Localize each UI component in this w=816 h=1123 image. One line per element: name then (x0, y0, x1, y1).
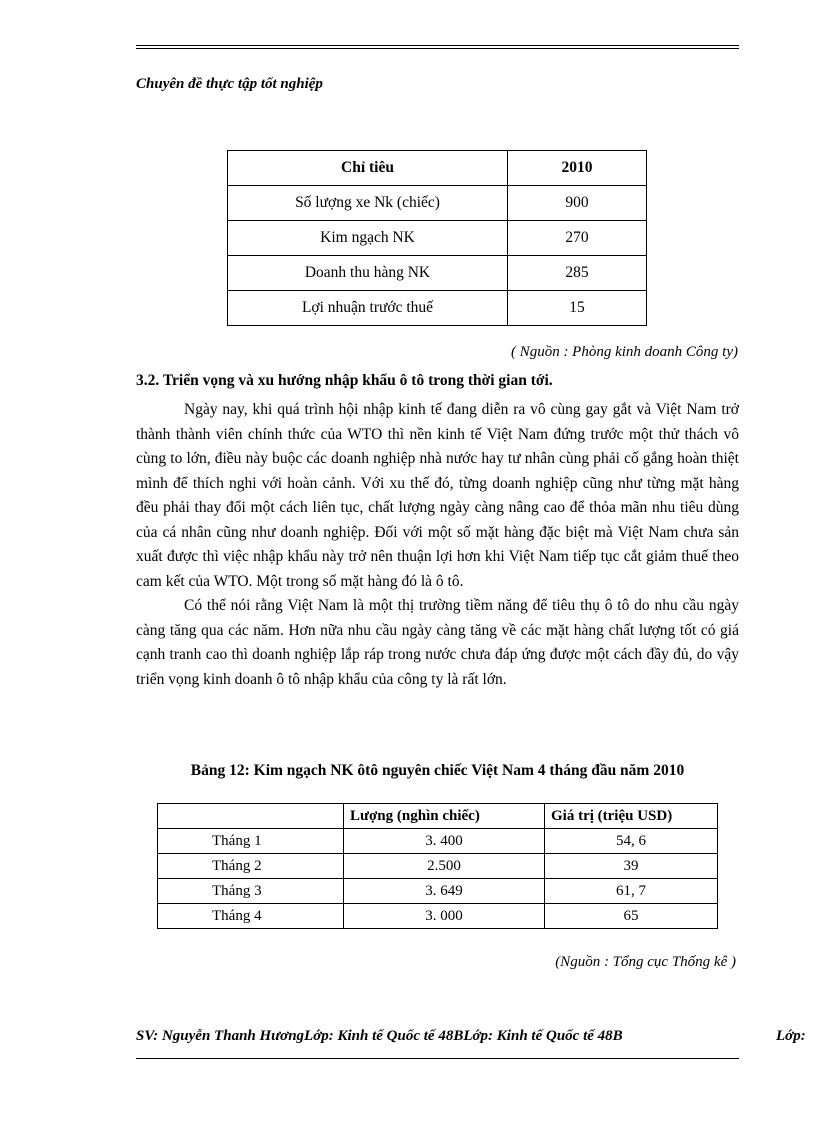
page-footer (136, 1028, 816, 1045)
table-row (228, 221, 647, 256)
table-row (158, 829, 718, 854)
footer-text: SV: Nguyễn Thanh HươngLớp: Kinh tế Quốc tế 48BLớp: Kinh tế Quốc tế 48B (136, 1028, 623, 1044)
body-text (136, 398, 739, 692)
table-cell: 3. 000 (344, 904, 545, 929)
table-cell: 61, 7 (545, 879, 718, 904)
table2-caption: Bảng 12: Kim ngạch NK ôtô nguyên chiếc Việt Nam 4 tháng đầu năm 2010 (190, 762, 685, 779)
table-cell: Tháng 2 (158, 854, 344, 879)
table-header-row (158, 804, 718, 829)
import-table (157, 803, 718, 929)
table-cell: 3. 400 (344, 829, 545, 854)
table-header-cell: Chỉ tiêu (228, 151, 508, 186)
table1-source: ( Nguồn : Phòng kinh doanh Công ty) (510, 344, 738, 360)
footer-rule (136, 1058, 739, 1059)
section-heading: 3.2. Triển vọng và xu hướng nhập khẩu ô tô trong thời gian tới. (136, 372, 553, 389)
table-row (158, 904, 718, 929)
table-cell: Doanh thu hàng NK (228, 256, 508, 291)
page-header-title: Chuyên đề thực tập tốt nghiệp (136, 76, 323, 92)
table2-source: (Nguồn : Tổng cục Thống kê ) (555, 954, 736, 970)
footer-tail: Lớp: (776, 1028, 806, 1044)
table-header-cell: Lượng (nghìn chiếc) (344, 804, 545, 829)
paragraph: Ngày nay, khi quá trình hội nhập kinh tế đang diễn ra vô cùng gay gắt và Việt Nam trở thành thành viên chính thức của WTO thì nền kinh tế Việt Nam đứng trước một thử thách vô cùng to lớn, điều này buộc các doanh nghiệp nhà nước hay tư nhân cùng phải cố gắng hoàn thiệt mình để thích nghi với hoàn cảnh. Với xu thế đó, từng doanh nghiệp cũng như từng mặt hàng đều phải thay đổi một cách liên tục, chất lượng ngày càng nâng cao để thỏa mãn nhu tiêu dùng của cá nhân cũng như doanh nghiệp. Đối với một số mặt hàng đặc biệt mà Việt Nam chưa sản xuất được thì việc nhập khẩu này trở nên thuận lợi hơn khi Việt Nam tiếp tục cắt giảm thuế theo cam kết của WTO. Một trong số mặt hàng đó là ô tô. (136, 401, 739, 590)
table-cell: Lợi nhuận trước thuế (228, 291, 508, 326)
table-cell: 900 (508, 186, 647, 221)
table-cell: 2.500 (344, 854, 545, 879)
table-header-cell (158, 804, 344, 829)
table-cell: 3. 649 (344, 879, 545, 904)
table-row (158, 879, 718, 904)
table-cell: 65 (545, 904, 718, 929)
header-rule (136, 45, 739, 49)
table-cell: Kim ngạch NK (228, 221, 508, 256)
table-cell: Số lượng xe Nk (chiếc) (228, 186, 508, 221)
table-cell: Tháng 1 (158, 829, 344, 854)
indicator-table (227, 150, 647, 326)
table-header-cell: 2010 (508, 151, 647, 186)
table-cell: 270 (508, 221, 647, 256)
table-cell: 15 (508, 291, 647, 326)
table-cell: 39 (545, 854, 718, 879)
table-cell: 285 (508, 256, 647, 291)
table-header-row (228, 151, 647, 186)
table-cell: 54, 6 (545, 829, 718, 854)
table-row (228, 256, 647, 291)
paragraph: Có thể nói rằng Việt Nam là một thị trường tiềm năng để tiêu thụ ô tô do nhu cầu ngày càng tăng qua các năm. Hơn nữa nhu cầu ngày càng tăng về các mặt hàng chất lượng tốt có giá cạnh tranh cao thì doanh nghiệp lắp ráp trong nước chưa đáp ứng được một cách đầy đủ, do vậy triển vọng kinh doanh ô tô nhập khẩu của công ty là rất lớn. (136, 597, 739, 688)
table-row (228, 186, 647, 221)
table-row (158, 854, 718, 879)
table-row (228, 291, 647, 326)
table-cell: Tháng 3 (158, 879, 344, 904)
table-header-cell: Giá trị (triệu USD) (545, 804, 718, 829)
table-cell: Tháng 4 (158, 904, 344, 929)
